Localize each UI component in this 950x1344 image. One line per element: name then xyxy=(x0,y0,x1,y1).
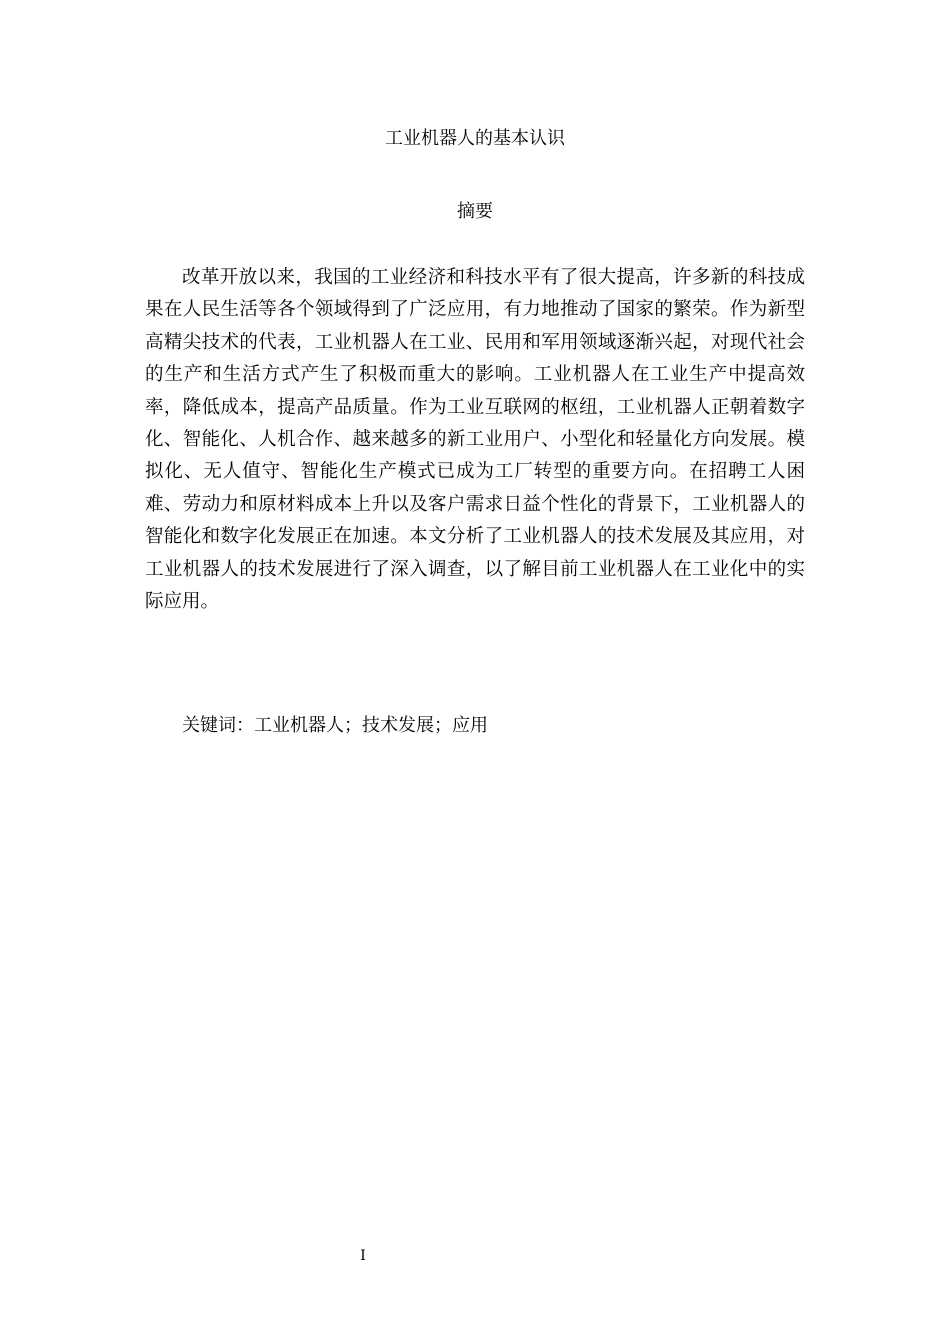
keywords-line: 关键词：工业机器人；技术发展；应用 xyxy=(182,715,488,736)
document-title: 工业机器人的基本认识 xyxy=(385,128,565,149)
abstract-body: 改革开放以来，我国的工业经济和科技水平有了很大提高，许多新的科技成果在人民生活等各个领域得到了广泛应用，有力地推动了国家的繁荣。作为新型高精尖技术的代表，工业机器人在工业、民用和军用领域逐渐兴起，对现代社会的生产和生活方式产生了积极而重大的影响。工业机器人在工业生产中提高效率，降低成本，提高产品质量。作为工业互联网的枢纽，工业机器人正朝着数字化、智能化、人机合作、越来越多的新工业用户、小型化和轻量化方向发展。模拟化、无人值守、智能化生产模式已成为工厂转型的重要方向。在招聘工人困难、劳动力和原材料成本上升以及客户需求日益个性化的背景下，工业机器人的智能化和数字化发展正在加速。本文分析了工业机器人的技术发展及其应用，对工业机器人的技术发展进行了深入调查，以了解目前工业机器人在工业化中的实际应用。 xyxy=(145,267,805,613)
abstract-heading: 摘要 xyxy=(457,201,493,222)
page-number: I xyxy=(360,1248,366,1264)
